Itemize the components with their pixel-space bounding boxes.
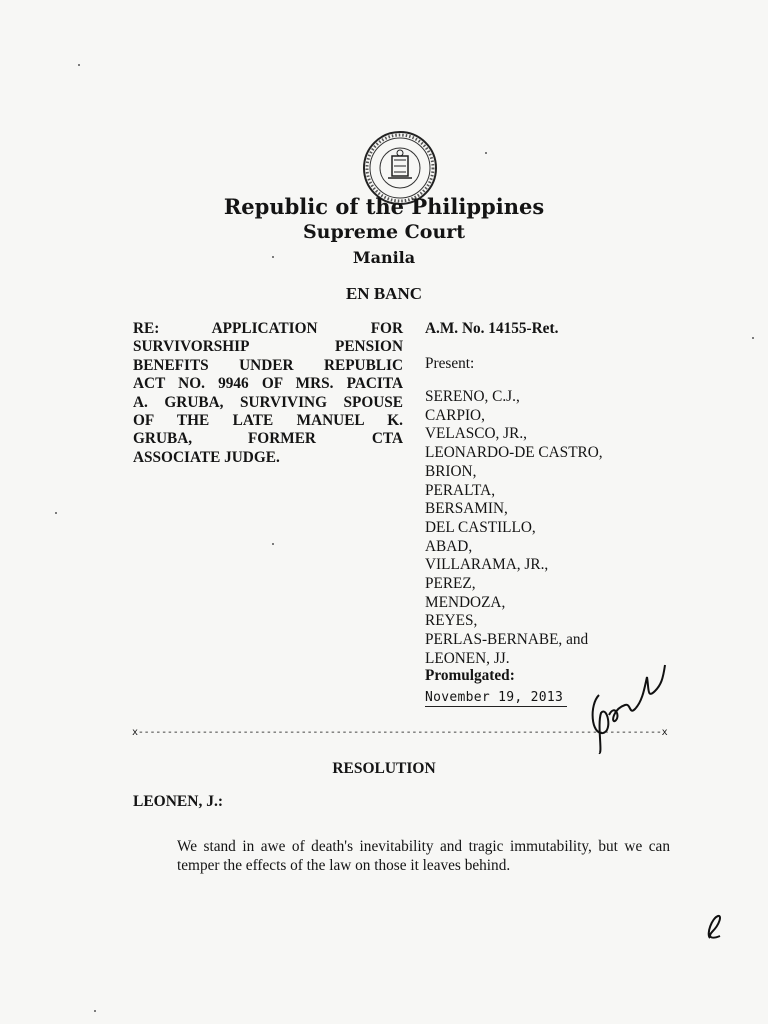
section-title: RESOLUTION [332,760,436,777]
scan-speck [272,256,274,258]
division-label: EN BANC [345,284,423,303]
caption-line: A. GRUBA, SURVIVING SPOUSE [133,393,403,411]
justice-name: LEONARDO-DE CASTRO, [425,444,603,462]
clerk-signature [585,655,675,755]
justice-name: MENDOZA, [425,593,506,611]
promulgated-label: Promulgated: [425,667,515,684]
header-court: Supreme Court [302,221,466,243]
scan-speck [272,543,274,545]
caption-divider: x------------------------------------------------------------------------------------------x [132,727,668,738]
justice-name: CARPIO, [425,406,485,424]
justice-name: ABAD, [425,537,473,555]
justice-name: SERENO, C.J., [425,388,520,405]
justice-name: BRION, [425,462,477,480]
caption-line: ACT NO. 9946 OF MRS. PACITA [133,375,403,393]
ponente: LEONEN, J.: [133,793,223,810]
case-number: A.M. No. 14155-Ret. [425,320,559,337]
case-caption [133,320,403,467]
header-city: Manila [352,248,416,267]
justice-name: REYES, [425,612,478,630]
justices-list [425,388,603,669]
justice-name: PERALTA, [425,481,496,499]
justice-name: LEONEN, JJ. [425,649,510,667]
justice-name: PEREZ, [425,575,476,593]
scan-speck [55,512,57,514]
page-initial-mark [700,912,730,942]
scan-speck [78,64,80,66]
caption-line: GRUBA, FORMER CTA [133,430,403,448]
justice-name: DEL CASTILLO, [425,518,536,536]
present-label: Present: [425,355,475,372]
header-republic: Republic of the Philippines [223,194,545,219]
scan-speck [485,152,487,154]
scan-speck [94,1010,96,1012]
caption-line: SURVIVORSHIP PENSION [133,338,403,356]
justice-name: BERSAMIN, [425,500,508,518]
caption-line: ASSOCIATE JUDGE. [133,448,280,466]
caption-line: OF THE LATE MANUEL K. [133,412,403,430]
justice-name: PERLAS-BERNABE, and [425,631,589,649]
promulgated-date: November 19, 2013 [425,690,567,707]
scan-speck [752,337,754,339]
paragraph-text: We stand in awe of death's inevitability and tragic immutability, but we can temper the effects of the law on those it leaves behind. [177,838,670,874]
justice-name: VELASCO, JR., [425,425,527,443]
justice-name: VILLARAMA, JR., [425,556,549,574]
opening-paragraph [133,837,670,875]
caption-line: RE: APPLICATION FOR [133,320,403,337]
caption-line: BENEFITS UNDER REPUBLIC [133,356,403,374]
